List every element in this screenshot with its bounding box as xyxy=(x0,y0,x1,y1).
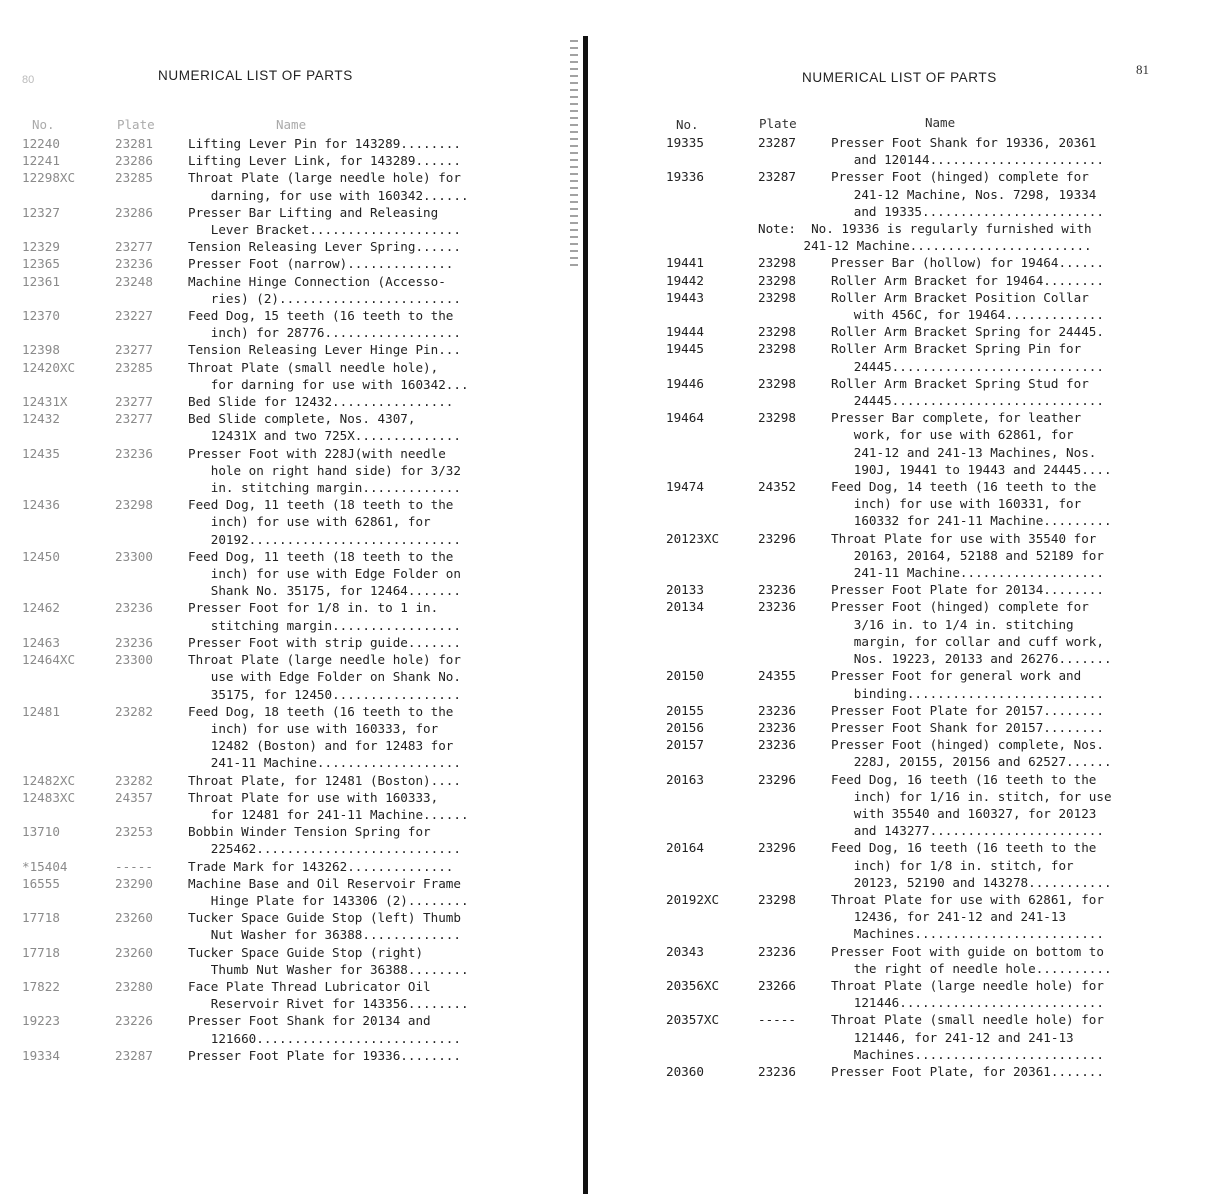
table-row xyxy=(666,1063,1186,1080)
table-row xyxy=(666,719,1186,736)
plate-number: 23236 xyxy=(115,256,153,272)
plate-number: 23248 xyxy=(115,273,153,289)
plate-number: 23282 xyxy=(115,703,153,719)
plate-number: 23282 xyxy=(115,772,153,788)
part-name: Throat Plate, for 12481 (Boston).... xyxy=(188,772,461,788)
plate-number: 23277 xyxy=(115,394,153,410)
table-row xyxy=(666,771,1186,840)
plate-number: 24355 xyxy=(758,668,796,684)
table-row xyxy=(22,875,562,909)
plate-number: ----- xyxy=(758,1012,796,1028)
part-number: 20356XC xyxy=(666,977,720,993)
plate-number: 23277 xyxy=(115,342,153,358)
part-name: Presser Foot Shank for 20157........ xyxy=(831,719,1104,735)
plate-number: ----- xyxy=(115,858,153,874)
part-name: Presser Foot for general work and binding.......................... xyxy=(831,668,1104,701)
plate-number: 23236 xyxy=(758,599,796,615)
part-name: Tension Releasing Lever Spring...... xyxy=(188,239,461,255)
part-number: 19335 xyxy=(666,135,704,150)
left-page xyxy=(0,0,580,1193)
table-row xyxy=(666,409,1186,478)
table-row xyxy=(22,152,562,169)
table-row xyxy=(666,581,1186,598)
part-number: 12398 xyxy=(22,342,60,358)
part-number: 12432 xyxy=(22,411,60,427)
part-number: 20150 xyxy=(666,668,704,684)
part-name: Feed Dog, 11 teeth (18 teeth to the inch) for use with 62861, for 20192............................ xyxy=(188,497,461,547)
table-row xyxy=(666,891,1186,943)
part-number: 20157 xyxy=(666,737,704,753)
part-name: Presser Foot Plate for 19336........ xyxy=(188,1047,461,1063)
table-row xyxy=(22,238,562,255)
plate-number: 23300 xyxy=(115,548,153,564)
plate-number: 23236 xyxy=(115,634,153,650)
part-name: Presser Foot Plate, for 20361....... xyxy=(831,1063,1104,1079)
table-row xyxy=(666,1011,1186,1063)
table-row xyxy=(22,1012,562,1046)
plate-number: 23298 xyxy=(758,375,796,391)
part-name: Face Plate Thread Lubricator Oil Reservoir Rivet for 143356........ xyxy=(188,978,469,1012)
part-name: Presser Foot (narrow).............. xyxy=(188,256,454,272)
part-name: Presser Foot (hinged) complete, Nos. 228J, 20155, 20156 and 62527...... xyxy=(831,737,1112,770)
table-row xyxy=(22,445,562,497)
plate-number: 23287 xyxy=(758,169,796,185)
table-row xyxy=(22,410,562,444)
part-number: 12464XC xyxy=(22,652,76,668)
plate-number: 23236 xyxy=(758,737,796,753)
part-name: Trade Mark for 143262.............. xyxy=(188,858,454,874)
part-name: Throat Plate (small needle hole) for 121446, for 241-12 and 241-13 Machines......................... xyxy=(831,1012,1104,1062)
part-number: 12365 xyxy=(22,256,60,272)
column-header-name: Name xyxy=(925,115,956,130)
plate-number: 23236 xyxy=(758,702,796,718)
part-number: 12483XC xyxy=(22,789,76,805)
page-number: 80 xyxy=(22,74,35,86)
part-name: Presser Foot Plate for 20157........ xyxy=(831,702,1104,718)
plate-number: 23298 xyxy=(758,324,796,340)
table-row xyxy=(22,255,562,272)
part-number: 20155 xyxy=(666,702,704,718)
part-name: Throat Plate (small needle hole), for darning for use with 160342... xyxy=(188,359,469,392)
part-number: 12329 xyxy=(22,239,60,255)
plate-number: 23298 xyxy=(115,497,153,513)
plate-number: 23298 xyxy=(758,341,796,357)
plate-number: 23253 xyxy=(115,824,153,840)
part-number: 19444 xyxy=(666,324,704,340)
table-row xyxy=(22,204,562,238)
part-number: 16555 xyxy=(22,875,60,891)
page-title: NUMERICAL LIST OF PARTS xyxy=(802,70,997,85)
part-number: 12435 xyxy=(22,445,60,461)
plate-number: 23277 xyxy=(115,239,153,255)
part-number: 17718 xyxy=(22,910,60,926)
part-name: Lifting Lever Link, for 143289...... xyxy=(188,153,461,169)
part-name: Tension Releasing Lever Hinge Pin... xyxy=(188,342,461,358)
part-number: 19464 xyxy=(666,410,704,426)
plate-number: 23281 xyxy=(115,136,153,151)
part-name: Feed Dog, 16 teeth (16 teeth to the inch) for 1/8 in. stitch, for 20123, 52190 and 143278........... xyxy=(831,840,1112,890)
plate-number: 23300 xyxy=(115,652,153,668)
column-header-plate: Plate xyxy=(759,116,797,131)
plate-number: 23287 xyxy=(758,135,796,150)
part-name: Throat Plate for use with 35540 for 20163, 20164, 52188 and 52189 for 241-11 Machine................... xyxy=(831,530,1104,581)
part-number: 12436 xyxy=(22,497,60,513)
plate-number: 23226 xyxy=(115,1013,153,1029)
table-row xyxy=(666,530,1186,582)
part-number: 12327 xyxy=(22,204,60,220)
part-number: 20163 xyxy=(666,771,704,787)
part-number: 12482XC xyxy=(22,772,76,788)
table-row xyxy=(666,272,1186,289)
column-header-no: No. xyxy=(32,117,55,132)
table-row xyxy=(22,651,562,703)
part-name: Presser Bar Lifting and Releasing Lever Bracket.................... xyxy=(188,204,461,238)
part-number: 12241 xyxy=(22,153,60,169)
part-name: Roller Arm Bracket Spring Pin for 24445............................ xyxy=(831,341,1104,374)
part-name: Presser Foot with guide on bottom to the right of needle hole.......... xyxy=(831,943,1112,976)
column-header-no: No. xyxy=(676,117,699,132)
table-row xyxy=(666,323,1186,340)
part-name: Presser Foot Plate for 20134........ xyxy=(831,582,1104,598)
plate-number: 23236 xyxy=(115,600,153,616)
table-row xyxy=(22,359,562,393)
table-row xyxy=(22,548,562,600)
plate-number: 23236 xyxy=(758,943,796,959)
table-row xyxy=(666,667,1186,701)
plate-number: 23236 xyxy=(758,582,796,598)
part-name: Feed Dog, 16 teeth (16 teeth to the inch) for 1/16 in. stitch, for use with 35540 and 160327, for 20123 and 143277....................... xyxy=(831,771,1112,839)
plate-number: 23290 xyxy=(115,875,153,891)
part-name: Lifting Lever Pin for 143289........ xyxy=(188,136,461,151)
plate-number: 23280 xyxy=(115,978,153,994)
table-row xyxy=(666,943,1186,977)
part-name: Throat Plate for use with 62861, for 12436, for 241-12 and 241-13 Machines......................... xyxy=(831,891,1104,942)
table-row xyxy=(22,273,562,307)
part-name: Note: No. 19336 is regularly furnished with 241-12 Machine........................ xyxy=(758,221,1092,254)
part-name: Presser Foot with strip guide....... xyxy=(188,634,461,650)
plate-number: 23285 xyxy=(115,359,153,375)
plate-number: 23296 xyxy=(758,530,796,546)
part-name: Feed Dog, 18 teeth (16 teeth to the inch) for use with 160333, for 12482 (Boston) and for 12483 for 241-11 Machine................... xyxy=(188,703,461,771)
plate-number: 23236 xyxy=(758,719,796,735)
part-number: 12298XC xyxy=(22,170,76,186)
part-number: 20343 xyxy=(666,943,704,959)
part-number: 20134 xyxy=(666,599,704,615)
note-row xyxy=(666,220,1186,254)
part-name: Bed Slide for 12432................ xyxy=(188,394,454,410)
part-name: Presser Foot (hinged) complete for 3/16 in. to 1/4 in. stitching margin, for collar and cuff work, Nos. 19223, 20133 and 26276....... xyxy=(831,599,1112,667)
part-number: 12431X xyxy=(22,394,68,410)
page-title: NUMERICAL LIST OF PARTS xyxy=(158,68,353,83)
table-row xyxy=(22,909,562,943)
part-number: 12450 xyxy=(22,548,60,564)
part-name: Presser Foot (hinged) complete for 241-12 Machine, Nos. 7298, 19334 and 19335........................ xyxy=(831,169,1104,219)
plate-number: 23277 xyxy=(115,411,153,427)
part-name: Bobbin Winder Tension Spring for 225462........................... xyxy=(188,824,461,857)
part-name: Feed Dog, 11 teeth (18 teeth to the inch) for use with Edge Folder on Shank No. 35175, for 12464....... xyxy=(188,548,461,599)
part-number: 19223 xyxy=(22,1013,60,1029)
table-row xyxy=(22,169,562,203)
plate-number: 23286 xyxy=(115,153,153,169)
part-number: 19446 xyxy=(666,375,704,391)
column-header-name: Name xyxy=(276,117,307,132)
part-name: Throat Plate (large needle hole) for use with Edge Folder on Shank No. 35175, for 12450................. xyxy=(188,652,461,702)
part-number: 12240 xyxy=(22,136,60,151)
table-row xyxy=(666,134,1186,168)
plate-number: 23266 xyxy=(758,977,796,993)
part-name: Throat Plate (large needle hole) for 121446........................... xyxy=(831,977,1104,1011)
part-number: 19334 xyxy=(22,1047,60,1063)
plate-number: 23298 xyxy=(758,255,796,271)
part-number: 19445 xyxy=(666,341,704,357)
part-number: 17718 xyxy=(22,944,60,960)
part-number: 19336 xyxy=(666,169,704,185)
part-number: 12481 xyxy=(22,703,60,719)
part-name: Roller Arm Bracket Spring Stud for 24445............................ xyxy=(831,375,1104,409)
part-name: Tucker Space Guide Stop (right) Thumb Nut Washer for 36388........ xyxy=(188,944,469,977)
parts-list xyxy=(22,135,562,1064)
page-number: 81 xyxy=(1136,62,1149,77)
part-number: 17822 xyxy=(22,978,60,994)
plate-number: 23298 xyxy=(758,272,796,288)
plate-number: 23236 xyxy=(758,1063,796,1079)
table-row xyxy=(22,1047,562,1064)
part-number: 19474 xyxy=(666,479,704,495)
right-page xyxy=(594,0,1205,1193)
part-name: Presser Foot for 1/8 in. to 1 in. stitching margin................. xyxy=(188,600,461,633)
plate-number: 23236 xyxy=(115,445,153,461)
part-number: 13710 xyxy=(22,824,60,840)
table-row xyxy=(22,307,562,341)
table-row xyxy=(22,496,562,548)
plate-number: 23296 xyxy=(758,771,796,787)
part-number: 12462 xyxy=(22,600,60,616)
part-number: 20192XC xyxy=(666,891,720,907)
table-row xyxy=(22,772,562,789)
plate-number: 23298 xyxy=(758,410,796,426)
plate-number: 23298 xyxy=(758,891,796,907)
table-row xyxy=(22,599,562,633)
column-header-plate: Plate xyxy=(117,117,155,132)
part-number: *15404 xyxy=(22,858,68,874)
part-number: 20133 xyxy=(666,582,704,598)
part-name: Presser Bar complete, for leather work, for use with 62861, for 241-12 and 241-13 Machines, Nos. 190J, 19441 to 19443 and 24445.... xyxy=(831,410,1112,477)
part-number: 19441 xyxy=(666,255,704,271)
plate-number: 23296 xyxy=(758,840,796,856)
book-spine xyxy=(583,36,588,1194)
part-number: 12420XC xyxy=(22,359,76,375)
table-row xyxy=(22,393,562,410)
part-name: Roller Arm Bracket for 19464........ xyxy=(831,272,1104,288)
table-row xyxy=(22,858,562,875)
plate-number: 23287 xyxy=(115,1047,153,1063)
plate-number: 23286 xyxy=(115,204,153,220)
table-row xyxy=(22,634,562,651)
part-number: 12361 xyxy=(22,273,60,289)
plate-number: 23260 xyxy=(115,944,153,960)
table-row xyxy=(666,702,1186,719)
table-row xyxy=(666,977,1186,1011)
part-number: 20360 xyxy=(666,1063,704,1079)
part-number: 19443 xyxy=(666,289,704,305)
table-row xyxy=(22,135,562,152)
table-row xyxy=(22,944,562,978)
plate-number: 24357 xyxy=(115,789,153,805)
part-number: 20164 xyxy=(666,840,704,856)
part-name: Presser Bar (hollow) for 19464...... xyxy=(831,255,1104,271)
part-name: Throat Plate for use with 160333, for 12481 for 241-11 Machine...... xyxy=(188,789,469,822)
part-number: 12463 xyxy=(22,634,60,650)
part-number: 12370 xyxy=(22,308,60,324)
part-name: Presser Foot with 228J(with needle hole on right hand side) for 3/32 in. stitching margin............. xyxy=(188,445,461,496)
table-row xyxy=(22,789,562,823)
table-row xyxy=(666,478,1186,530)
table-row xyxy=(666,168,1186,220)
plate-number: 24352 xyxy=(758,479,796,495)
table-row xyxy=(666,839,1186,891)
table-row xyxy=(666,375,1186,409)
part-name: Presser Foot Shank for 20134 and 121660........................... xyxy=(188,1013,461,1046)
part-name: Machine Base and Oil Reservoir Frame Hinge Plate for 143306 (2)........ xyxy=(188,875,469,908)
part-name: Machine Hinge Connection (Accesso- ries) (2)........................ xyxy=(188,273,461,306)
part-name: Feed Dog, 14 teeth (16 teeth to the inch) for use with 160331, for 160332 for 241-11 Machine......... xyxy=(831,479,1112,529)
plate-number: 23285 xyxy=(115,170,153,186)
table-row xyxy=(666,254,1186,271)
table-row xyxy=(22,703,562,772)
parts-list xyxy=(666,134,1186,1080)
table-row xyxy=(666,340,1186,374)
part-number: 20357XC xyxy=(666,1012,720,1028)
part-number: 20123XC xyxy=(666,530,720,546)
table-row xyxy=(666,736,1186,770)
table-row xyxy=(22,823,562,857)
part-name: Roller Arm Bracket Spring for 24445. xyxy=(831,324,1104,340)
part-name: Throat Plate (large needle hole) for darning, for use with 160342...... xyxy=(188,170,469,203)
part-name: Bed Slide complete, Nos. 4307, 12431X and two 725X.............. xyxy=(188,411,461,444)
part-name: Roller Arm Bracket Position Collar with 456C, for 19464............. xyxy=(831,289,1104,323)
part-name: Presser Foot Shank for 19336, 20361 and 120144....................... xyxy=(831,135,1104,168)
plate-number: 23227 xyxy=(115,308,153,324)
table-row xyxy=(22,341,562,358)
plate-number: 23260 xyxy=(115,910,153,926)
table-row xyxy=(666,289,1186,323)
table-row xyxy=(666,598,1186,667)
part-name: Tucker Space Guide Stop (left) Thumb Nut Washer for 36388............. xyxy=(188,910,461,943)
part-number: 19442 xyxy=(666,272,704,288)
part-number: 20156 xyxy=(666,719,704,735)
table-row xyxy=(22,978,562,1012)
part-name: Feed Dog, 15 teeth (16 teeth to the inch) for 28776.................. xyxy=(188,308,461,341)
plate-number: 23298 xyxy=(758,289,796,305)
